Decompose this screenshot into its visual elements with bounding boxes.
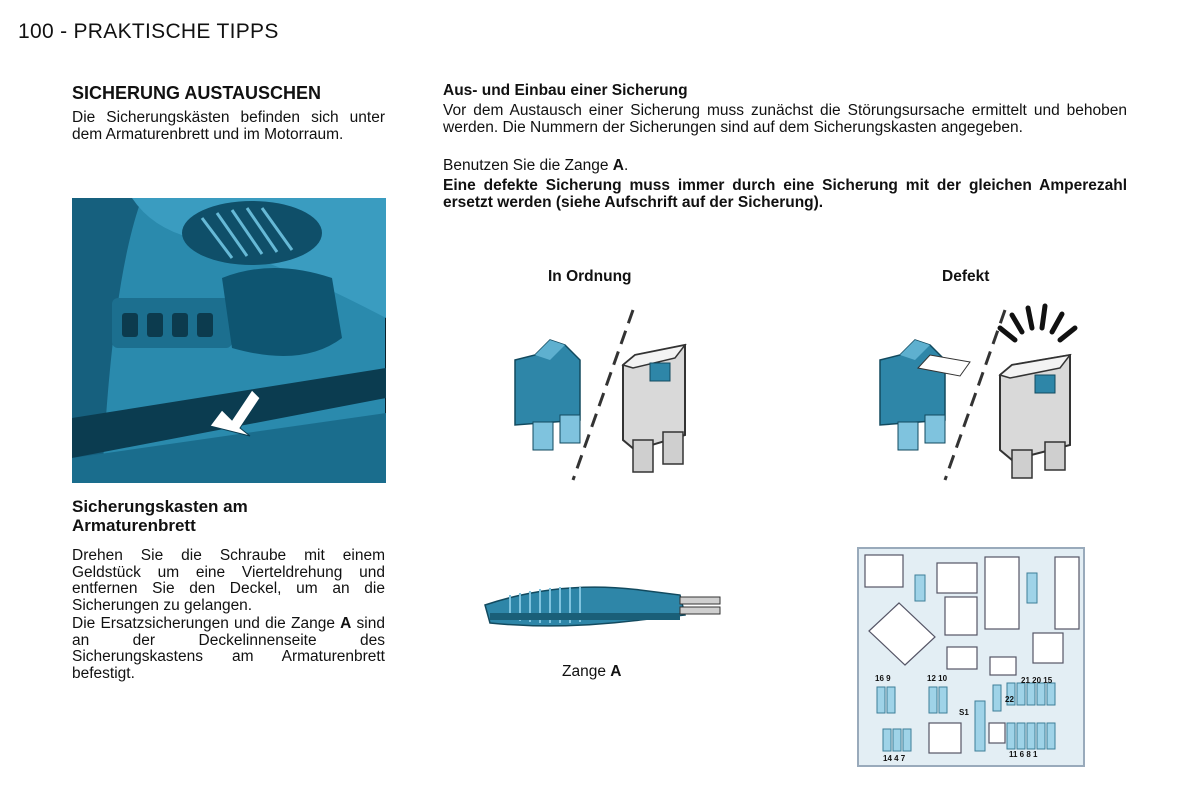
fuse-defect-illustration bbox=[870, 300, 1090, 485]
right-para2-post: . bbox=[623, 157, 629, 174]
right-para2-bold: A bbox=[612, 157, 624, 174]
paragraph-spare-fuses bbox=[72, 616, 385, 682]
fusebox-label-12-10: 12 10 bbox=[927, 674, 948, 683]
subsection-title-line2: Armaturenbrett bbox=[72, 516, 196, 535]
right-para2-pre: Benutzen Sie die Zange bbox=[443, 157, 613, 174]
fusebox-label-11-6-8-1: 11 6 8 1 bbox=[1009, 750, 1038, 759]
warning-text: Eine defekte Sicherung muss immer durch eine Sicherung mit der gleichen Amperezahl ersetzt werden (siehe Aufschrift auf der Sicherung). bbox=[443, 177, 1127, 211]
label-defekt: Defekt bbox=[942, 268, 990, 285]
right-paragraph-2 bbox=[443, 158, 1127, 175]
para2-text-post: sind an der Deckelinnenseite des Sicherungskastens am Armaturenbrett befestigt. bbox=[72, 615, 385, 682]
label-in-ordnung: In Ordnung bbox=[548, 268, 632, 285]
zange-caption-bold: A bbox=[610, 663, 622, 680]
page-header: 100 - PRAKTISCHE TIPPS bbox=[18, 20, 279, 43]
fusebox-label-21-20-15: 21 20 15 bbox=[1021, 676, 1053, 685]
para2-text-pre: Die Ersatzsicherungen und die Zange bbox=[72, 615, 341, 632]
fusebox-label-s1: S1 bbox=[959, 708, 969, 717]
para2-bold: A bbox=[340, 615, 352, 632]
zange-caption bbox=[562, 663, 621, 681]
intro-paragraph: Die Sicherungskästen befinden sich unter dem Armaturenbrett und im Motorraum. bbox=[72, 109, 385, 143]
zange-caption-pre: Zange bbox=[562, 663, 611, 680]
dashboard-photo bbox=[72, 198, 386, 483]
paragraph-screw: Drehen Sie die Schraube mit einem Geldstück um eine Vierteldrehung und entfernen Sie den Deckel, um an die Sicherungen zu gelangen. bbox=[72, 547, 385, 614]
fusebox-label-16-9: 16 9 bbox=[875, 674, 891, 683]
subsection-title-line1: Sicherungskasten am bbox=[72, 497, 248, 516]
fuse-pliers-illustration bbox=[480, 575, 730, 655]
right-paragraph-1: Vor dem Austausch einer Sicherung muss zunächst die Störungsursache ermittelt und behoben werden. Die Nummern der Sicherungen sind auf dem Sicherungskasten angegeben. bbox=[443, 102, 1127, 136]
fusebox-label-22: 22 bbox=[1005, 695, 1014, 704]
section-title: SICHERUNG AUSTAUSCHEN bbox=[72, 83, 322, 103]
fusebox-diagram bbox=[855, 545, 1087, 770]
right-title: Aus- und Einbau einer Sicherung bbox=[443, 82, 688, 99]
fuse-ok-illustration bbox=[505, 300, 705, 485]
fusebox-label-14-4-7: 14 4 7 bbox=[883, 754, 906, 763]
subsection-title bbox=[72, 497, 248, 535]
